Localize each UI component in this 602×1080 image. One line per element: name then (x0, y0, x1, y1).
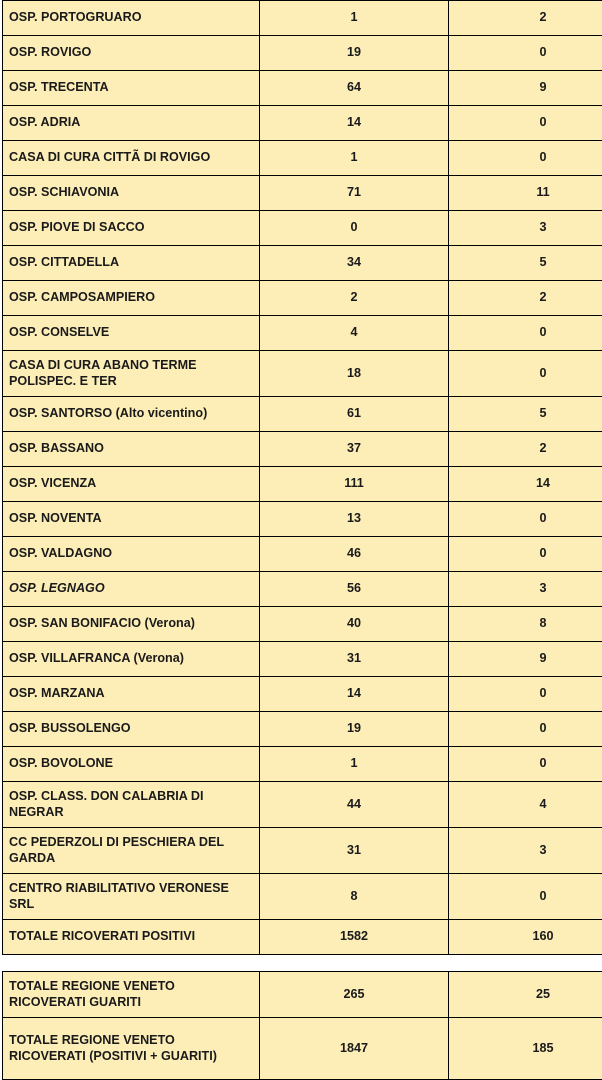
row-value-icu: 0 (449, 141, 602, 176)
row-value-positives: 1 (260, 1, 449, 36)
hospitalizations-table-body (3, 1, 602, 955)
row-value-positives: 18 (260, 351, 449, 397)
table-row (3, 874, 602, 920)
table-row (3, 106, 602, 141)
row-value-positives: 14 (260, 106, 449, 141)
row-value-positives: 265 (260, 972, 449, 1018)
row-value-positives: 71 (260, 176, 449, 211)
row-value-positives: 0 (260, 211, 449, 246)
row-value-positives: 44 (260, 782, 449, 828)
table-row (3, 281, 602, 316)
row-value-icu: 0 (449, 36, 602, 71)
row-value-positives: 37 (260, 432, 449, 467)
row-label: TOTALE RICOVERATI POSITIVI (3, 920, 260, 955)
row-value-positives: 40 (260, 607, 449, 642)
row-label: OSP. BASSANO (3, 432, 260, 467)
row-value-icu: 0 (449, 747, 602, 782)
row-value-icu: 185 (449, 1018, 602, 1080)
row-value-positives: 19 (260, 36, 449, 71)
table-row (3, 642, 602, 677)
row-value-icu: 3 (449, 572, 602, 607)
row-value-positives: 2 (260, 281, 449, 316)
row-label: TOTALE REGIONE VENETO RICOVERATI (POSITIVI + GUARITI) (3, 1018, 260, 1080)
table-row (3, 397, 602, 432)
table-row-total (3, 920, 602, 955)
table-row (3, 351, 602, 397)
table-row (3, 71, 602, 106)
row-label: OSP. PORTOGRUARO (3, 1, 260, 36)
row-value-positives: 1 (260, 747, 449, 782)
row-label: OSP. CAMPOSAMPIERO (3, 281, 260, 316)
row-value-positives: 31 (260, 642, 449, 677)
row-value-positives: 46 (260, 537, 449, 572)
row-value-positives: 8 (260, 874, 449, 920)
row-label: OSP. PIOVE DI SACCO (3, 211, 260, 246)
row-label: CENTRO RIABILITATIVO VERONESE SRL (3, 874, 260, 920)
row-value-icu: 0 (449, 502, 602, 537)
row-label: OSP. CONSELVE (3, 316, 260, 351)
row-value-icu: 0 (449, 351, 602, 397)
table-row (3, 316, 602, 351)
table-row (3, 747, 602, 782)
table-row (3, 828, 602, 874)
row-label: OSP. TRECENTA (3, 71, 260, 106)
row-label: OSP. LEGNAGO (3, 572, 260, 607)
summary-table-body (3, 972, 602, 1080)
row-value-icu: 9 (449, 71, 602, 106)
row-value-icu: 8 (449, 607, 602, 642)
row-label: OSP. CLASS. DON CALABRIA DI NEGRAR (3, 782, 260, 828)
row-label: OSP. BUSSOLENGO (3, 712, 260, 747)
row-value-icu: 2 (449, 281, 602, 316)
row-value-icu: 3 (449, 828, 602, 874)
row-value-positives: 111 (260, 467, 449, 502)
row-value-positives: 19 (260, 712, 449, 747)
row-value-positives: 13 (260, 502, 449, 537)
table-row-summary (3, 972, 602, 1018)
row-label: OSP. ROVIGO (3, 36, 260, 71)
table-row (3, 537, 602, 572)
row-value-icu: 160 (449, 920, 602, 955)
row-label: OSP. NOVENTA (3, 502, 260, 537)
row-value-icu: 3 (449, 211, 602, 246)
row-label: OSP. ADRIA (3, 106, 260, 141)
row-value-icu: 14 (449, 467, 602, 502)
row-value-icu: 11 (449, 176, 602, 211)
table-row (3, 677, 602, 712)
table-row (3, 782, 602, 828)
row-label: CASA DI CURA ABANO TERME POLISPEC. E TER (3, 351, 260, 397)
row-label: OSP. VICENZA (3, 467, 260, 502)
table-row-summary (3, 1018, 602, 1080)
row-label: CASA DI CURA CITTÃ DI ROVIGO (3, 141, 260, 176)
row-value-positives: 64 (260, 71, 449, 106)
row-value-positives: 34 (260, 246, 449, 281)
row-label: OSP. VALDAGNO (3, 537, 260, 572)
row-label: OSP. SCHIAVONIA (3, 176, 260, 211)
table-row (3, 607, 602, 642)
row-value-icu: 0 (449, 537, 602, 572)
row-label: TOTALE REGIONE VENETO RICOVERATI GUARITI (3, 972, 260, 1018)
row-label: OSP. SANTORSO (Alto vicentino) (3, 397, 260, 432)
row-value-positives: 4 (260, 316, 449, 351)
row-label: CC PEDERZOLI DI PESCHIERA DEL GARDA (3, 828, 260, 874)
row-value-icu: 2 (449, 1, 602, 36)
row-value-icu: 5 (449, 246, 602, 281)
row-value-icu: 0 (449, 874, 602, 920)
table-row (3, 572, 602, 607)
row-label: OSP. VILLAFRANCA (Verona) (3, 642, 260, 677)
row-value-icu: 0 (449, 712, 602, 747)
row-value-positives: 61 (260, 397, 449, 432)
row-value-positives: 31 (260, 828, 449, 874)
row-value-icu: 5 (449, 397, 602, 432)
row-value-icu: 0 (449, 106, 602, 141)
table-row (3, 141, 602, 176)
table-row (3, 467, 602, 502)
table-row (3, 211, 602, 246)
row-value-icu: 9 (449, 642, 602, 677)
row-value-icu: 0 (449, 316, 602, 351)
table-row (3, 502, 602, 537)
row-value-icu: 25 (449, 972, 602, 1018)
row-value-positives: 1582 (260, 920, 449, 955)
row-value-positives: 1 (260, 141, 449, 176)
row-value-icu: 4 (449, 782, 602, 828)
row-value-icu: 0 (449, 677, 602, 712)
table-row (3, 712, 602, 747)
row-value-positives: 14 (260, 677, 449, 712)
row-value-positives: 56 (260, 572, 449, 607)
row-label: OSP. SAN BONIFACIO (Verona) (3, 607, 260, 642)
table-row (3, 36, 602, 71)
summary-table (2, 971, 602, 1080)
table-row (3, 246, 602, 281)
table-row (3, 176, 602, 211)
table-gap-divider (0, 955, 602, 971)
hospitalizations-table (2, 0, 602, 955)
table-row (3, 1, 602, 36)
table-row (3, 432, 602, 467)
row-value-positives: 1847 (260, 1018, 449, 1080)
row-label: OSP. BOVOLONE (3, 747, 260, 782)
row-label: OSP. MARZANA (3, 677, 260, 712)
row-label: OSP. CITTADELLA (3, 246, 260, 281)
row-value-icu: 2 (449, 432, 602, 467)
